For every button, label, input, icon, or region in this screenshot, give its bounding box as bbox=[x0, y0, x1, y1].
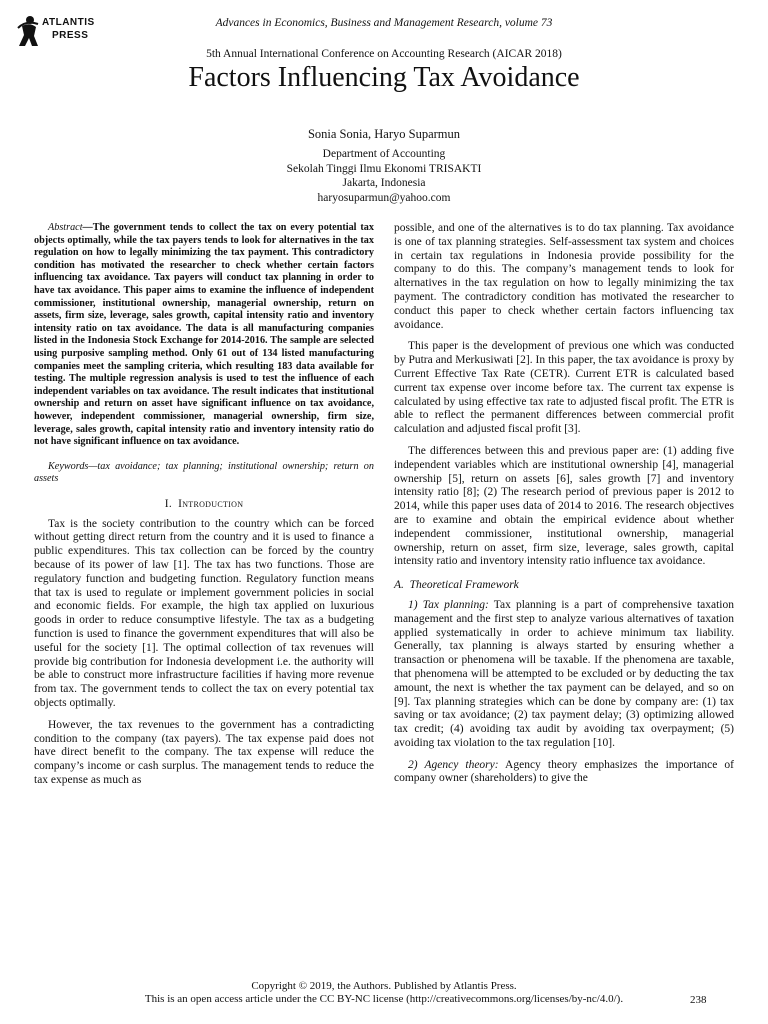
right-paragraph-3: The differences between this and previous paper are: (1) adding five independent variables which are institutional ownership [4], managerial ownership [5], return on assets [6], sales growth [7] and inventory intensity ratio [8]; (2) The research period of previous paper is 2012 to 2014, while this paper uses data of 2014 to 2016. The research objectives are to examine and obtain the empirical evidence about whether independent commissioner, institutional ownership, managerial ownership, return on asset, firm size, leverage, sales growth, capital intensity ratio and inventory intensity ratio influence tax avoidance. bbox=[394, 444, 734, 568]
right-column bbox=[394, 222, 734, 794]
affiliation bbox=[0, 147, 768, 205]
affiliation-school: Sekolah Tinggi Ilmu Ekonomi TRISAKTI bbox=[286, 162, 482, 175]
right-paragraph-1: possible, and one of the alternatives is to do tax planning. Tax avoidance is one of tax planning strategies. Self-assessment tax system and choices in certain tax regulations in Indonesia provide possibility for the company to do this. The company’s management tends to look for alternatives in the tax regulation on how to legally minimizing the tax payment. The contradictory condition has motivated the researcher to conduct this paper to check whether certain factors influencing tax avoidance. bbox=[394, 222, 734, 331]
abstract: Abstract—The government tends to collect the tax on every potential tax objects optimally, while the tax payers tends to look for alternatives in the tax regulation on how to legally minimizing the tax payment. This contradictory condition has motivated the researcher to check whether certain factors influencing tax avoidance. Tax payers will conduct tax planning in order to have tax avoidance. This paper aims to examine the influence of independent commissioner, institutional ownership, managerial ownership, return on assets, firm size, leverage, sales growth, capital intensity ratio and inventory intensity ratio on tax avoidance. The data is all manufacturing companies listed in the Indonesia Stock Exchange for 2014-2016. The sample are selected using purposive sampling method. Only 61 out of 134 listed manufacturing companies meet the sampling criteria, which resulting 183 data available for testing. The multiple regression analysis is used to test the influence of each independent variables on tax avoidance. The result indicates that institutional ownership and return on asset have significant influence on tax avoidance, however, independent commissioner, managerial ownership, firm size, leverage, sales growth, capital intensity ratio and inventory intensity ratio do not have significant influence on tax avoidance. bbox=[34, 222, 374, 448]
affiliation-city: Jakarta, Indonesia bbox=[342, 177, 426, 189]
intro-paragraph-2: However, the tax revenues to the government has a contradicting condition to the company (tax payers). The tax expense paid does not have direct benefit to the company. The tax expense will reduce the company’s income or cash surplus. The management tends to reduce the tax expense as much as bbox=[34, 718, 374, 787]
agency-theory-paragraph bbox=[394, 759, 734, 787]
running-head: Advances in Economics, Business and Management Research, volume 73 bbox=[215, 17, 553, 29]
license-line: This is an open access article under the CC BY-NC license (http://creativecommons.org/licenses/by-nc/4.0/). bbox=[144, 993, 624, 1005]
conference-name: 5th Annual International Conference on Accounting Research (AICAR 2018) bbox=[206, 48, 562, 60]
intro-paragraph-1: Tax is the society contribution to the country which can be forced without getting direct return from the country and it is used to finance a public expenditures. This tax collection can be forced by the country because of its power of law [1]. The tax has two functions. Those are regulatory function and budgeting function. Regulatory function means that tax is used to regulate or implement government policies in social and economic fields. For example, the high tax applied on luxurious goods in order to reduce consumptive lifestyle. The tax as a budgeting function is used to finance the government expenditures that will also be useful for the society [1]. The optimal collection of tax revenues will provide big contribution for Indonesia development i.e. the authority will be able to construct more infrastructure facilities if having more revenue from tax. The government tends to collect the tax on every potential tax objects optimally. bbox=[34, 517, 374, 710]
abstract-label: Abstract bbox=[48, 222, 83, 233]
logo-line1: ATLANTIS bbox=[42, 17, 95, 28]
author-email[interactable]: haryosuparmun@yahoo.com bbox=[317, 191, 451, 204]
logo-line2: PRESS bbox=[52, 30, 89, 41]
section-heading-introduction: I. Introduction bbox=[164, 497, 244, 510]
paper-authors: Sonia Sonia, Haryo Suparmun bbox=[307, 127, 461, 141]
right-paragraph-2: This paper is the development of previous one which was conducted by Putra and Merkusiwati [2]. In this paper, the tax avoidance is proxy by Current Effective Tax Rate (CETR). Current ETR is calculated based current tax expense over income before tax. The current tax expense is calculated by using effective tax rate to adjusted fiscal profit. The ETR is able to reflect the permanent differences between commercial profit calculation and adjusted fiscal profit [3]. bbox=[394, 340, 734, 436]
page-number: 238 bbox=[690, 994, 707, 1006]
left-column bbox=[34, 222, 374, 796]
tax-planning-paragraph bbox=[394, 599, 734, 751]
tax-planning-label: 1) Tax planning: bbox=[408, 598, 489, 611]
keywords: Keywords—tax avoidance; tax planning; institutional ownership; return on assets bbox=[34, 460, 374, 485]
affiliation-department: Department of Accounting bbox=[322, 148, 446, 160]
tax-planning-text: Tax planning is a part of comprehensive taxation management and the first step to analyze various alternatives of taxation applied systematically in order to achieve minimum tax liability. Generally, tax planning is always started by ensuring whether a transaction or phenomena will be taxable. If the phenomena are taxable, that phenomena will be attempted to be excluded or by deducting the tax amount, the next is whether the tax payment can be delayed, and so on [9]. Tax planning strategies which can be done by company are: (1) tax saving or tax avoidance; (2) tax payment delay; (3) optimizing allowed tax credit; (4) avoiding tax audit by avoiding tax overpayment; (5) avoiding tax violation to the tax regulation [10]. bbox=[394, 598, 734, 749]
agency-theory-text: Agency theory emphasizes the importance of company owner (shareholders) to give the bbox=[394, 758, 734, 785]
subsection-heading-theoretical-framework: A. Theoretical Framework bbox=[394, 579, 519, 592]
copyright-line: Copyright © 2019, the Authors. Published by Atlantis Press. bbox=[251, 980, 517, 992]
footer bbox=[0, 980, 768, 1006]
paper-title: Factors Influencing Tax Avoidance bbox=[188, 62, 580, 93]
agency-theory-label: 2) Agency theory: bbox=[408, 758, 499, 771]
abstract-text: The government tends to collect the tax on every potential tax objects optimally, while the tax payers tends to look for alternatives in the tax regulation on how to legally minimizing the tax payment. This contradictory condition has motivated the researcher to check whether certain factors influencing tax avoidance. Tax payers will conduct tax planning in order to have tax avoidance. This paper aims to examine the influence of independent commissioner, institutional ownership, managerial ownership, return on assets, firm size, leverage, sales growth, capital intensity ratio and inventory intensity ratio on tax avoidance. The data is all manufacturing companies listed in the Indonesia Stock Exchange for 2014-2016. The sample are selected using purposive sampling method. Only 61 out of 134 listed manufacturing companies meet the sampling criteria, which resulting 183 data available for testing. The multiple regression analysis is used to test the influence of each independent variables on tax avoidance. The result indicates that institutional ownership and return on asset have significant influence on tax avoidance, however, independent commissioner, managerial ownership, firm size, leverage, sales growth, capital intensity ratio and inventory intensity ratio do not have significant influence on tax avoidance. bbox=[34, 222, 374, 448]
